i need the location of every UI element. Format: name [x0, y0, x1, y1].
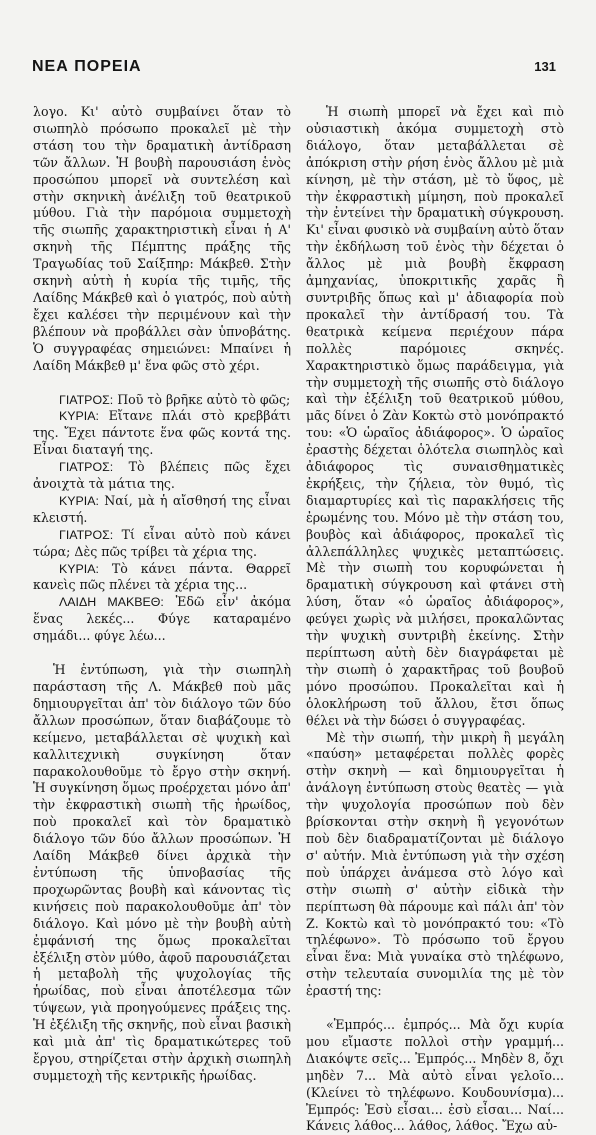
- dialogue-line-5: [33, 527, 291, 561]
- line: Τὸ βλέπεις πῶς ἔχει ἀνοιχτὰ τὰ μάτια της.: [33, 459, 291, 492]
- page-number: 131: [534, 59, 556, 74]
- right-column: [306, 104, 564, 1135]
- paragraph-2: Ἡ ἐντύπωση, γιὰ τὴν σιωπηλὴ παράσταση τῆς Λ. Μάκβεθ ποὺ μᾶς δημιουργεῖται ἀπ' τὸν διάλογο τῶν δύο ἄλλων προσώπων, ὅταν διαβάζουμε τὸ κείμενο, μεταβάλλεται σὲ ψυχικὴ καὶ καλλιτεχνικὴ συγκίνηση ὅταν παρακολουθοῦμε τὸ ἔργο στὴν σκηνή. Ἡ συγκίνηση ὅμως προέρχεται μόνο ἀπ' τὴν ἐκφραστικὴ σιωπὴ τῆς ἡρωίδος, ποὺ προκαλεῖ καὶ τὸν δραματικὸ διάλογο τῶν δύο ἄλλων προσώπων. Ἡ Λαίδη Μάκβεθ δίνει ἀρχικὰ τὴν ἐντύπωση τῆς ὑπνοβασίας τῆς προχωρῶντας βουβὴ καὶ κάνοντας τὶς κινήσεις ποὺ παρακολουθοῦμε ἀπ' τὸν διάλογο. Καὶ μόνο μὲ τὴν βουβὴ αὐτὴ ἐμφάνισή της ὅμως προκαλεῖται ἐξέλιξη στὸν μύθο, ἀφοῦ παρουσιάζεται ἡ μεταβολὴ τῆς ψυχολογίας τῆς ἡρωίδας, ποὺ εἶναι ἀποτέλεσμα τῶν τύψεων, γιὰ προηγούμενες πράξεις της. Ἡ ἐξέλιξη τῆς σκηνῆς, ποὺ εἶναι βασικὴ καὶ μιὰ ἀπ' τὶς δραματικώτερες τοῦ ἔργου, στηρίζεται στὴν ἀρχικὴ σιωπηλὴ συμμετοχὴ τῆς κεντρικῆς ἡρωίδας.: [33, 662, 291, 1083]
- speaker: ΓΙΑΤΡΟΣ:: [59, 527, 114, 542]
- line: Τί εἶναι αὐτὸ ποὺ κάνει τώρα; Δὲς πῶς τρίβει τὰ χέρια της.: [33, 526, 291, 559]
- paragraph-1: λογο. Κι' αὐτὸ συμβαίνει ὅταν τὸ σιωπηλὸ πρόσωπο προκαλεῖ μὲ τὴν στάση του τὴν δραματικὴ ἀντίδραση τῶν ἄλλων. Ἡ βουβὴ παρουσιάση ἑνὸς προσώπου μπορεῖ νὰ συντελέση καὶ στὴν σκηνικὴ ἀνέλιξη τοῦ θεατρικοῦ μύθου. Γιὰ τὴν παρόμοια συμμετοχὴ τῆς σιωπῆς χαρακτηριστικὴ εἶναι ἡ Α' σκηνὴ τῆς Πέμπτης πράξης τῆς Τραγωδίας τοῦ Σαίξπηρ: Μάκβεθ. Στὴν σκηνὴ αὐτὴ ἡ κυρία τῆς τιμῆς, τῆς Λαίδης Μάκβεθ καὶ ὁ γιατρός, ποὺ αὐτὴ ἔχει καλέσει τὴν περιμένουν καὶ τὴν βλέπουν νὰ προβάλλει σὰν ὑπνοβάτης. Ὁ συγγραφέας σημειώνει: Μπαίνει ἡ Λαίδη Μάκβεθ μ' ἕνα φῶς στὸ χέρι.: [33, 104, 291, 373]
- speaker: ΛΑΙΔΗ ΜΑΚΒΕΘ:: [59, 595, 164, 610]
- speaker: ΓΙΑΤΡΟΣ:: [59, 392, 114, 407]
- speaker: ΚΥΡΙΑ:: [59, 493, 99, 508]
- left-column: [33, 104, 291, 1085]
- line: Ναί, μὰ ἡ αἴσθησή της εἶναι κλειστή.: [33, 492, 291, 525]
- line: Ποῦ τὸ βρῆκε αὐτὸ τὸ φῶς;: [113, 391, 291, 407]
- line: Εἴτανε πλάι στὸ κρεββάτι της. Ἔχει πάντοτε ἕνα φῶς κοντά της. Εἶναι διαταγή της.: [33, 408, 291, 458]
- dialogue-line-6: [33, 561, 291, 595]
- spacer: [33, 375, 291, 392]
- dialogue-line-7: [33, 594, 291, 645]
- journal-title: ΝΕΑ ΠΟΡΕΙΑ: [32, 58, 142, 75]
- dialogue-line-2: [33, 408, 291, 459]
- dialogue-line-3: [33, 459, 291, 493]
- spacer: [33, 645, 291, 662]
- speaker: ΓΙΑΤΡΟΣ:: [59, 460, 114, 475]
- page-header: [32, 58, 556, 76]
- spacer: [306, 1000, 564, 1017]
- paragraph-4: Μὲ τὴν σιωπή, τὴν μικρὴ ἢ μεγάλη «παύση» μεταφέρεται πολλὲς φορὲς στὴν σκηνὴ — καὶ δημιουργεῖται ἡ ἀνάλογη ἐντύπωση στοὺς θεατὲς — γιὰ τὴν ψυχολογία προσώπων ποὺ δὲν βρίσκονται στὴν σκηνὴ ἢ γεγονότων ποὺ δὲν διαδραματίζονται μὲ διάλογο σ' αὐτήν. Μιὰ ἐντύπωση γιὰ τὴν σχέση ποὺ ὑπάρχει ἀνάμεσα στὸ λόγο καὶ στὴν σιωπὴ σ' αὐτὴν εἰδικὰ τὴν περίπτωση θὰ πάρουμε καὶ πάλι ἀπ' τὸν Ζ. Κοκτὼ καὶ τὸ μονόπρακτό του: «Τὸ τηλέφωνο». Τὸ πρόσωπο τοῦ ἔργου εἶναι ἕνα: Μιὰ γυναίκα στὸ τηλέφωνο, στὴν τελευταία συνομιλία της μὲ τὸν ἐραστή της:: [306, 729, 564, 999]
- quotation: «Ἐμπρός... ἐμπρός... Μὰ ὄχι κυρία μου εἴμαστε πολλοὶ στὴν γραμμή... Διακόψτε σεῖς... Ἐμπρός... Μηδὲν 8, ὄχι μηδὲν 7... Μὰ αὐτὸ εἶναι γελοῖο... (Κλείνει τὸ τηλέφωνο. Κουδουνίσμα)... Ἐμπρός: Ἐσὺ εἶσαι... ἐσὺ εἶσαι... Ναί... Κάνεις λάθος... λάθος, λάθος. Ἔχω αὐ-: [306, 1017, 564, 1134]
- paragraph-3: Ἡ σιωπὴ μπορεῖ νὰ ἔχει καὶ πιὸ οὐσιαστικὴ ἀκόμα συμμετοχὴ στὸ διάλογο, ὅταν μεταβάλλεται σὲ ἀπόκριση στὴν ρήση ἑνὸς ἄλλου μὲ μιὰ κίνηση, μὲ τὴν στάση, μὲ τὸ ὕφος, μὲ τὴν ἐκφραστικὴ μίμηση, ποὺ προκαλεῖ τὴν ἐντείνει τὴν δραματικὴ σύγκρουση. Κι' εἶναι φυσικὸ νὰ συμβαίνη αὐτὸ ὅταν τὴν ἐκδήλωση τοῦ ἑνὸς τὴν δέχεται ὁ ἄλλος μὲ μιὰ βουβὴ ἔκφραση ἀμηχανίας, ὑποκριτικῆς χαρᾶς ἢ συντριβῆς ὅπως καὶ μ' ἀδιαφορία ποὺ προκαλεῖ τὴν ἀντίδρασή του. Τὰ θεατρικὰ κείμενα περιέχουν πάρα πολλὲς παρόμοιες σκηνές. Χαρακτηριστικὸ ὅμως παράδειγμα, γιὰ τὴν συμμετοχὴ τῆς σιωπῆς στὸ διάλογο καὶ τὴν ἐξέλιξη τοῦ θεατρικοῦ μύθου, μᾶς δίνει ὁ Ζὰν Κοκτὼ στὸ μονόπρακτό του: «Ὁ ὡραῖος ἀδιάφορος». Ὁ ὡραῖος ἐραστὴς δέχεται ὁλότελα σιωπηλὸς καὶ ἀδιάφορος τὶς συναισθηματικὲς ἐκρήξεις, τὴν ζήλεια, τὸν θυμό, τὶς διαμαρτυρίες καὶ τὶς παρακλήσεις τῆς ἐρωμένης του. Μόνο μὲ τὴν στάση του, βουβὸς καὶ ἀδιάφορος, προκαλεῖ τὶς ἀλλεπάλληλες ψυχικὲς μεταπτώσεις. Μὲ τὴν σιωπὴ του κορυφώνεται ἡ δραματικὴ σύγκρουση καὶ φτάνει στὴ λύση, ὅταν «ὁ ὡραῖος ἀδιάφορος», φεύγει χωρὶς νὰ μιλήσει, προκαλῶντας τὴν ψυχικὴ συντριβὴ ἐκείνης. Στὴν περίπτωση αὐτὴ δὲν διαγράφεται μὲ τὴν σιωπὴ ὁ χαρακτῆρας τοῦ βουβοῦ μόνο προσώπου. Προκαλεῖται καὶ ἡ ὁλοκλήρωση τοῦ ἄλλου, ἔτσι ὅπως θέλει νὰ τὴν δώσει ὁ συγγραφέας.: [306, 104, 564, 728]
- line: Ἐδῶ εἶν' ἀκόμα ἕνας λεκές... Φύγε καταραμένο σημάδι... φύγε λέω...: [33, 594, 291, 644]
- line: Τὸ κάνει πάντα. Θαρρεῖ κανεὶς πῶς πλένει τὰ χέρια της...: [33, 560, 291, 593]
- speaker: ΚΥΡΙΑ:: [59, 561, 99, 576]
- dialogue-line-1: [33, 392, 291, 409]
- speaker: ΚΥΡΙΑ:: [59, 409, 99, 424]
- dialogue-line-4: [33, 493, 291, 527]
